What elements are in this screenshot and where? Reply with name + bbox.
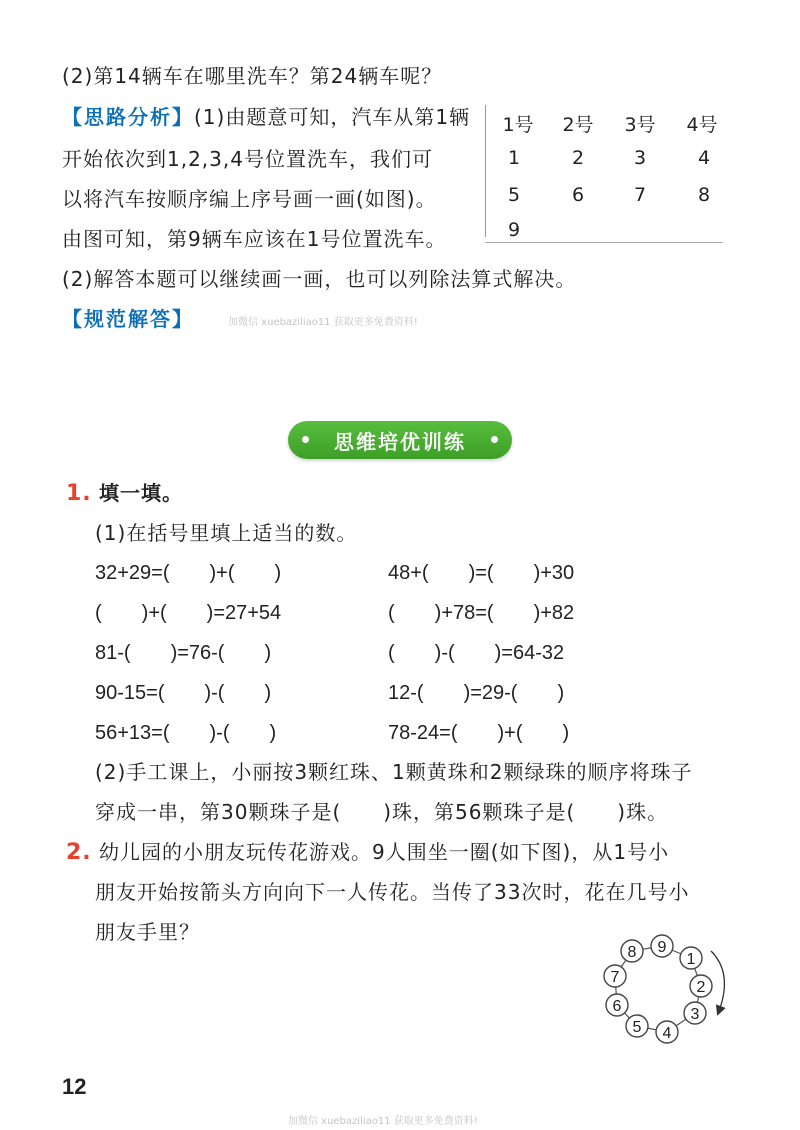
table-cell: 2 (571, 147, 585, 169)
footer-watermark: 加微信 xuebaziliao11 获取更多免费资料! (288, 1116, 478, 1127)
child-number: 6 (612, 998, 622, 1015)
table-header-4: 4号 (686, 114, 718, 136)
direction-arrow (711, 951, 724, 1011)
child-number: 1 (686, 951, 696, 968)
section-title: 思维培优训练 (334, 429, 466, 454)
circle-diagram (595, 925, 745, 1055)
equation: ( )-( )=64-32 (388, 642, 565, 664)
table-cell: 8 (697, 184, 711, 206)
child-number: 2 (696, 979, 706, 996)
q1-number: 1. (66, 481, 92, 506)
analysis-line-2: 开始依次到1,2,3,4号位置洗车，我们可 (62, 147, 433, 171)
table-header-3: 3号 (624, 114, 656, 136)
table-header-2: 2号 (562, 114, 594, 136)
child-number: 4 (662, 1025, 672, 1042)
equation: 81-( )=76-( ) (95, 642, 272, 664)
q1-sub2-line2: 穿成一串，第30颗珠子是( )珠，第56颗珠子是( )珠。 (95, 800, 669, 824)
equation: 78-24=( )+( ) (388, 722, 570, 744)
q1-sub1: (1)在括号里填上适当的数。 (95, 521, 358, 545)
analysis-line-3: 以将汽车按顺序编上序号画一画(如图)。 (62, 187, 437, 211)
q2-number: 2. (66, 840, 92, 865)
child-number: 8 (627, 944, 637, 961)
child-number: 7 (610, 969, 620, 986)
table-bottom-border (485, 242, 723, 243)
watermark-text: 加微信 xuebaziliao11 获取更多免费资料! (228, 317, 418, 328)
table-cell: 9 (507, 219, 521, 241)
q1-title: 填一填。 (99, 481, 184, 505)
table-left-border (485, 105, 486, 237)
q2-line-3: 朋友手里？ (95, 920, 200, 944)
analysis-part-2: (2)解答本题可以继续画一画，也可以列除法算式解决。 (62, 267, 577, 291)
page-number: 12 (62, 1074, 87, 1099)
equation: 12-( )=29-( ) (388, 682, 565, 704)
equation: 90-15=( )-( ) (95, 682, 272, 704)
equation: 48+( )=( )+30 (388, 562, 575, 584)
equation: 32+29=( )+( ) (95, 562, 282, 584)
table-header-1: 1号 (502, 114, 534, 136)
analysis-label: 【思路分析】 (62, 105, 194, 129)
section-header (288, 421, 512, 459)
equation: ( )+78=( )+82 (388, 602, 575, 624)
car-wash-table (485, 105, 723, 245)
header-dot-left (302, 436, 309, 443)
table-cell: 7 (633, 184, 647, 206)
q2-line-2: 朋友开始按箭头方向向下一人传花。当传了33次时，花在几号小 (95, 880, 690, 904)
analysis-line-1 (62, 101, 470, 130)
table-cell: 1 (507, 147, 521, 169)
equation: 56+13=( )-( ) (95, 722, 277, 744)
table-cell: 6 (571, 184, 585, 206)
table-cell: 5 (507, 184, 521, 206)
q1-heading (66, 477, 183, 506)
table-cell: 3 (633, 147, 647, 169)
q2-text-1: 幼儿园的小朋友玩传花游戏。9人围坐一圈(如下图)，从1号小 (99, 840, 670, 864)
equation: ( )+( )=27+54 (95, 602, 282, 624)
child-number: 5 (632, 1019, 642, 1036)
solution-label: 【规范解答】 (62, 307, 194, 331)
q2-line-1 (66, 836, 669, 865)
child-number: 3 (690, 1006, 700, 1023)
question-2-line: (2)第14辆车在哪里洗车？第24辆车呢？ (62, 64, 443, 88)
child-number: 9 (657, 939, 667, 956)
table-cell: 4 (697, 147, 711, 169)
analysis-text-1: (1)由题意可知，汽车从第1辆 (194, 105, 471, 129)
analysis-line-4: 由图可知，第9辆车应该在1号位置洗车。 (62, 227, 447, 251)
header-dot-right (491, 436, 498, 443)
q1-sub2-line1: (2)手工课上，小丽按3颗红珠、1颗黄珠和2颗绿珠的顺序将珠子 (95, 760, 693, 784)
